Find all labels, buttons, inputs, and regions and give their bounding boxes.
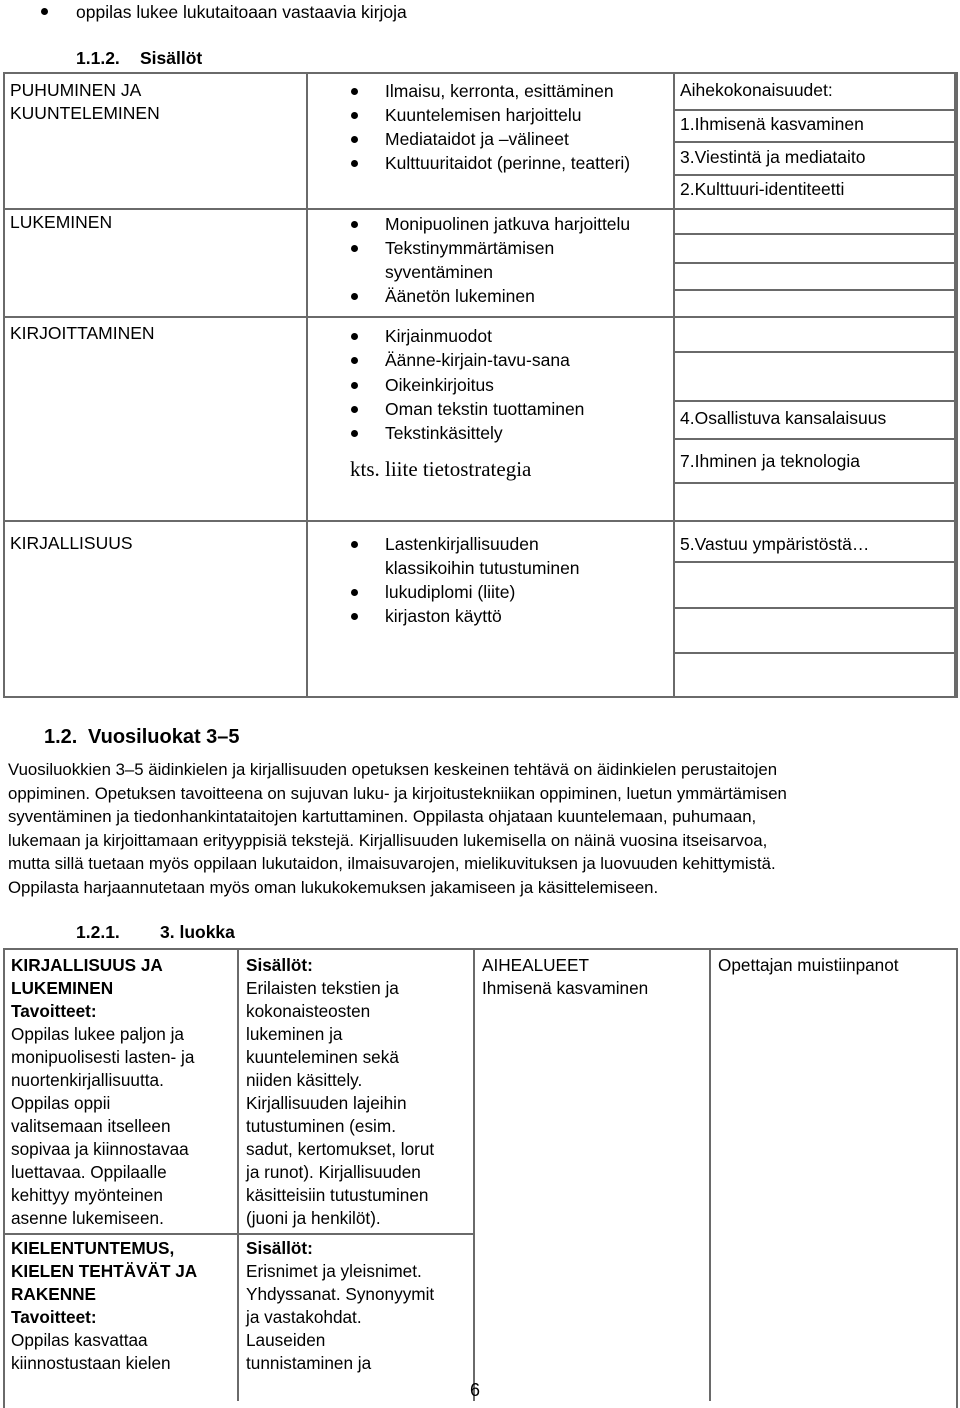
contents-label: Sisällöt: [246, 1238, 313, 1258]
bullet-icon [351, 221, 358, 228]
cell-text: kokonaisteosten [246, 1001, 371, 1021]
theme-item: 5.Vastuu ympäristöstä… [680, 534, 870, 554]
cell-heading: RAKENNE [11, 1284, 96, 1304]
cell-text: tutustuminen (esim. [246, 1116, 396, 1136]
row-label-literature: KIRJALLISUUS [10, 533, 133, 553]
list-item: kirjaston käyttö [385, 606, 502, 626]
bullet-icon [351, 430, 358, 437]
cell-text: niiden käsittely. [246, 1070, 363, 1090]
bullet-icon [351, 541, 358, 548]
goals-label: Tavoitteet: [11, 1001, 97, 1021]
section-title: Sisällöt [140, 48, 203, 68]
goals-label: Tavoitteet: [11, 1307, 97, 1327]
paragraph-line: oppiminen. Opetuksen tavoitteena on sujuvan luku- ja kirjoitustekniikan oppiminen, luetun ymmärtämisen [8, 783, 787, 803]
cell-text: käsitteisiin tutustuminen [246, 1185, 429, 1205]
literature-contents-cell [246, 954, 434, 1230]
cell-text: Oppilas oppii [11, 1093, 111, 1113]
list-item: syventäminen [385, 262, 493, 282]
bullet-icon [351, 160, 358, 167]
cell-text: kuunteleminen sekä [246, 1047, 399, 1067]
language-goals-cell [11, 1237, 197, 1375]
list-item: Kuuntelemisen harjoittelu [385, 105, 582, 125]
list-item: Lastenkirjallisuuden [385, 534, 539, 554]
page-number: 6 [470, 1380, 481, 1400]
cell-text: Kirjallisuuden lajeihin [246, 1093, 407, 1113]
list-item: Kirjainmuodot [385, 326, 492, 346]
paragraph-line: Oppilasta harjaannutetaan myös oman lukukokemuksen jakamiseen ja käsittelemiseen. [8, 877, 659, 897]
bullet-icon [351, 293, 358, 300]
theme-item: 3.Viestintä ja mediataito [680, 147, 866, 167]
list-item: Oikeinkirjoitus [385, 375, 494, 395]
bullet-icon [351, 136, 358, 143]
bullet-icon [351, 613, 358, 620]
cell-text: nuortenkirjallisuutta. [11, 1070, 164, 1090]
section-title: 3. luokka [160, 922, 235, 942]
cell-heading: Opettajan muistiinpanot [718, 955, 899, 975]
cell-text: lukeminen ja [246, 1024, 343, 1044]
row-label-writing: KIRJOITTAMINEN [10, 323, 155, 343]
cell-heading: KIRJALLISUUS JA [11, 955, 163, 975]
cell-text: sadut, kertomukset, lorut [246, 1139, 435, 1159]
cell-text: Erisnimet ja yleisnimet. [246, 1261, 422, 1281]
list-item: Monipuolinen jatkuva harjoittelu [385, 214, 631, 234]
cell-text: Ihmisenä kasvaminen [482, 978, 649, 998]
cell-text: Yhdyssanat. Synonyymit [246, 1284, 435, 1304]
bullet-icon [351, 406, 358, 413]
bullet-icon [351, 589, 358, 596]
section-number: 1.1.2. [76, 48, 120, 68]
bullet-icon [41, 8, 48, 15]
section-number: 1.2.1. [76, 922, 120, 942]
topic-areas-cell [482, 954, 648, 1000]
intro-paragraph [8, 758, 953, 899]
cell-text: sopivaa ja kiinnostavaa [11, 1139, 189, 1159]
list-item: Mediataidot ja –välineet [385, 129, 569, 149]
list-item: Tekstinymmärtämisen [385, 238, 555, 258]
bullet-icon [351, 382, 358, 389]
bullet-icon [351, 333, 358, 340]
contents-label: Sisällöt: [246, 955, 313, 975]
section-title: Vuosiluokat 3–5 [88, 726, 240, 748]
section-number: 1.2. [44, 726, 78, 748]
bullet-icon [351, 112, 358, 119]
cell-text: monipuolisesti lasten- ja [11, 1047, 195, 1067]
top-bullet-text: oppilas lukee lukutaitoaan vastaavia kirjoja [76, 2, 407, 22]
bullet-icon [351, 88, 358, 95]
list-item: Oman tekstin tuottaminen [385, 399, 585, 419]
themes-header: Aihekokonaisuudet: [680, 80, 833, 100]
cell-text: kiinnostustaan kielen [11, 1353, 171, 1373]
paragraph-line: syventäminen ja tiedonhankintataitojen kartuttaminen. Oppilasta ohjataan kuuntelemaan, puhumaan, [8, 807, 757, 826]
theme-item: 7.Ihminen ja teknologia [680, 451, 860, 471]
theme-item: 2.Kulttuuri-identiteetti [680, 179, 845, 199]
cell-text: Lauseiden [246, 1330, 326, 1350]
list-item: Tekstinkäsittely [385, 423, 503, 443]
row-label-reading: LUKEMINEN [10, 212, 113, 232]
theme-item: 1.Ihmisenä kasvaminen [680, 114, 864, 134]
bullet-icon [351, 245, 358, 252]
strategy-note: kts. liite tietostrategia [350, 457, 532, 481]
cell-text: luettavaa. Oppilaalle [11, 1162, 167, 1182]
row-label-listening: KUUNTELEMINEN [10, 103, 160, 123]
cell-text: ja runot). Kirjallisuuden [246, 1162, 421, 1182]
cell-text: Oppilas kasvattaa [11, 1330, 148, 1350]
cell-text: valitsemaan itselleen [11, 1116, 171, 1136]
list-item: klassikoihin tutustuminen [385, 558, 580, 578]
row-label-speaking: PUHUMINEN JA [10, 80, 142, 100]
cell-text: Erilaisten tekstien ja [246, 978, 399, 998]
cell-text: asenne lukemiseen. [11, 1208, 164, 1228]
cell-heading: KIELENTUNTEMUS, [11, 1238, 175, 1258]
bullet-icon [351, 357, 358, 364]
paragraph-line: mutta sillä tuetaan myös oppilaan lukutaidon, ilmaisuvarojen, mielikuvituksen ja luovuuden kehittymistä. [8, 854, 776, 873]
list-item: Ilmaisu, kerronta, esittäminen [385, 81, 614, 101]
list-item: lukudiplomi (liite) [385, 582, 516, 602]
cell-heading: KIELEN TEHTÄVÄT JA [11, 1261, 198, 1281]
cell-text: (juoni ja henkilöt). [246, 1208, 381, 1228]
cell-heading: LUKEMINEN [11, 978, 114, 998]
cell-text: Oppilas lukee paljon ja [11, 1024, 184, 1044]
list-item: Äänne-kirjain-tavu-sana [385, 350, 570, 370]
list-item: Äänetön lukeminen [385, 286, 535, 306]
cell-text: kehittyy myönteinen [11, 1185, 163, 1205]
language-contents-cell [246, 1237, 434, 1375]
literature-goals-cell [11, 954, 194, 1230]
cell-text: ja vastakohdat. [246, 1307, 362, 1327]
cell-text: tunnistaminen ja [246, 1353, 372, 1373]
theme-item: 4.Osallistuva kansalaisuus [680, 408, 887, 428]
paragraph-line: lukemaan ja kirjoittamaan erityyppisiä tekstejä. Kirjallisuuden lukemisella on näinä vuosina itseisarvoa, [8, 830, 768, 850]
cell-heading: AIHEALUEET [482, 955, 589, 975]
teacher-notes-cell [718, 954, 899, 977]
list-item: Kulttuuritaidot (perinne, teatteri) [385, 153, 631, 173]
paragraph-line: Vuosiluokkien 3–5 äidinkielen ja kirjallisuuden opetuksen keskeinen tehtävä on äidinkielen perustaitojen [8, 760, 778, 779]
